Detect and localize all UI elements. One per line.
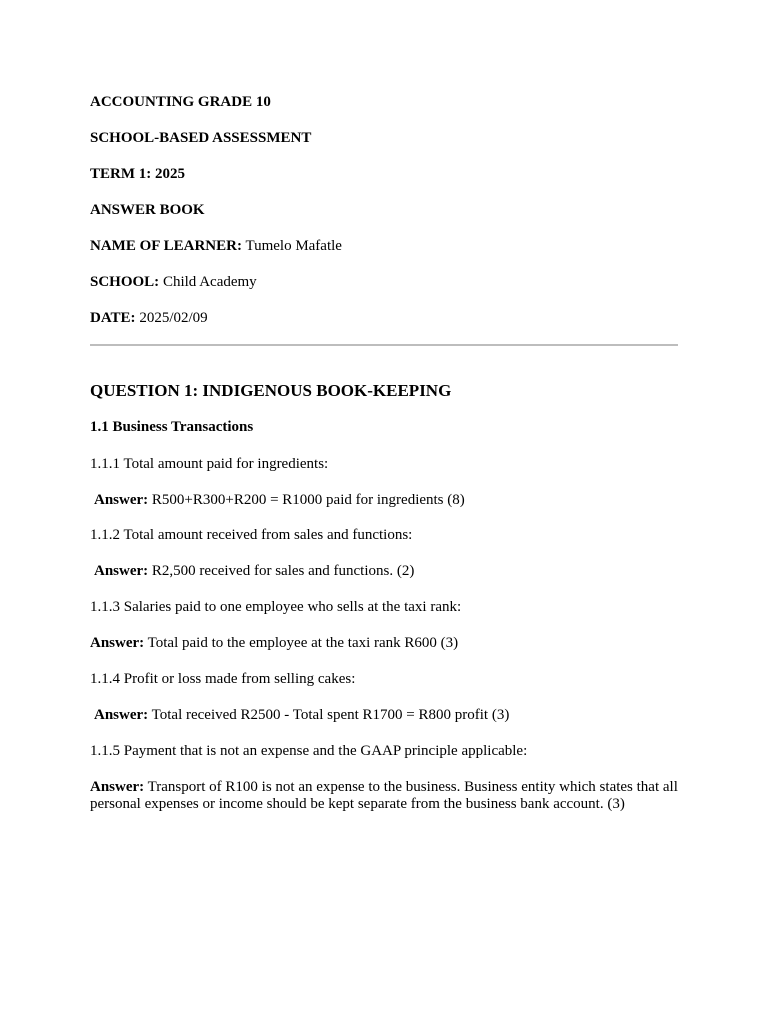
answer-text: R500+R300+R200 = R1000 paid for ingredients (8) bbox=[151, 492, 465, 508]
question-1-1-5: 1.1.5 Payment that is not an expense and the GAAP principle applicable: bbox=[90, 743, 528, 759]
assessment-title: SCHOOL-BASED ASSESSMENT bbox=[90, 130, 312, 146]
date-label: DATE: bbox=[90, 310, 136, 326]
answer-1-1-1 bbox=[94, 490, 465, 510]
answer-text: Total paid to the employee at the taxi rank R600 (3) bbox=[147, 635, 459, 651]
answer-text: Total received R2500 - Total spent R1700 = R800 profit (3) bbox=[151, 707, 510, 723]
answer-label: Answer: bbox=[90, 635, 145, 651]
question-1-1-4: 1.1.4 Profit or loss made from selling cakes: bbox=[90, 671, 356, 687]
term-title: TERM 1: 2025 bbox=[90, 166, 185, 182]
learner-name-label: NAME OF LEARNER: bbox=[90, 238, 242, 254]
section-title: 1.1 Business Transactions bbox=[90, 419, 254, 435]
learner-name-line bbox=[90, 236, 342, 256]
date-line bbox=[90, 308, 208, 328]
section-divider bbox=[90, 344, 678, 346]
answer-label: Answer: bbox=[94, 563, 149, 579]
answer-1-1-4 bbox=[94, 705, 509, 725]
answer-label: Answer: bbox=[94, 492, 149, 508]
date-value: 2025/02/09 bbox=[139, 310, 208, 326]
school-label: SCHOOL: bbox=[90, 274, 160, 290]
answer-text: Transport of R100 is not an expense to the business. Business entity which states that all personal expenses or income should be kept separate from the business bank account. (3) bbox=[90, 779, 678, 812]
question-1-1-1: 1.1.1 Total amount paid for ingredients: bbox=[90, 456, 329, 472]
answer-1-1-2 bbox=[94, 561, 414, 581]
course-title: ACCOUNTING GRADE 10 bbox=[90, 94, 271, 110]
learner-name-value: Tumelo Mafatle bbox=[245, 238, 342, 254]
answer-label: Answer: bbox=[90, 779, 145, 795]
school-value: Child Academy bbox=[162, 274, 257, 290]
question-1-1-3: 1.1.3 Salaries paid to one employee who sells at the taxi rank: bbox=[90, 599, 462, 615]
answer-1-1-5 bbox=[90, 779, 680, 813]
answer-label: Answer: bbox=[94, 707, 149, 723]
answer-book-title: ANSWER BOOK bbox=[90, 202, 205, 218]
question-1-1-2: 1.1.2 Total amount received from sales and functions: bbox=[90, 527, 413, 543]
school-line bbox=[90, 272, 257, 292]
answer-text: R2,500 received for sales and functions. (2) bbox=[151, 563, 415, 579]
question-title: QUESTION 1: INDIGENOUS BOOK-KEEPING bbox=[90, 381, 452, 400]
answer-1-1-3 bbox=[90, 633, 458, 653]
